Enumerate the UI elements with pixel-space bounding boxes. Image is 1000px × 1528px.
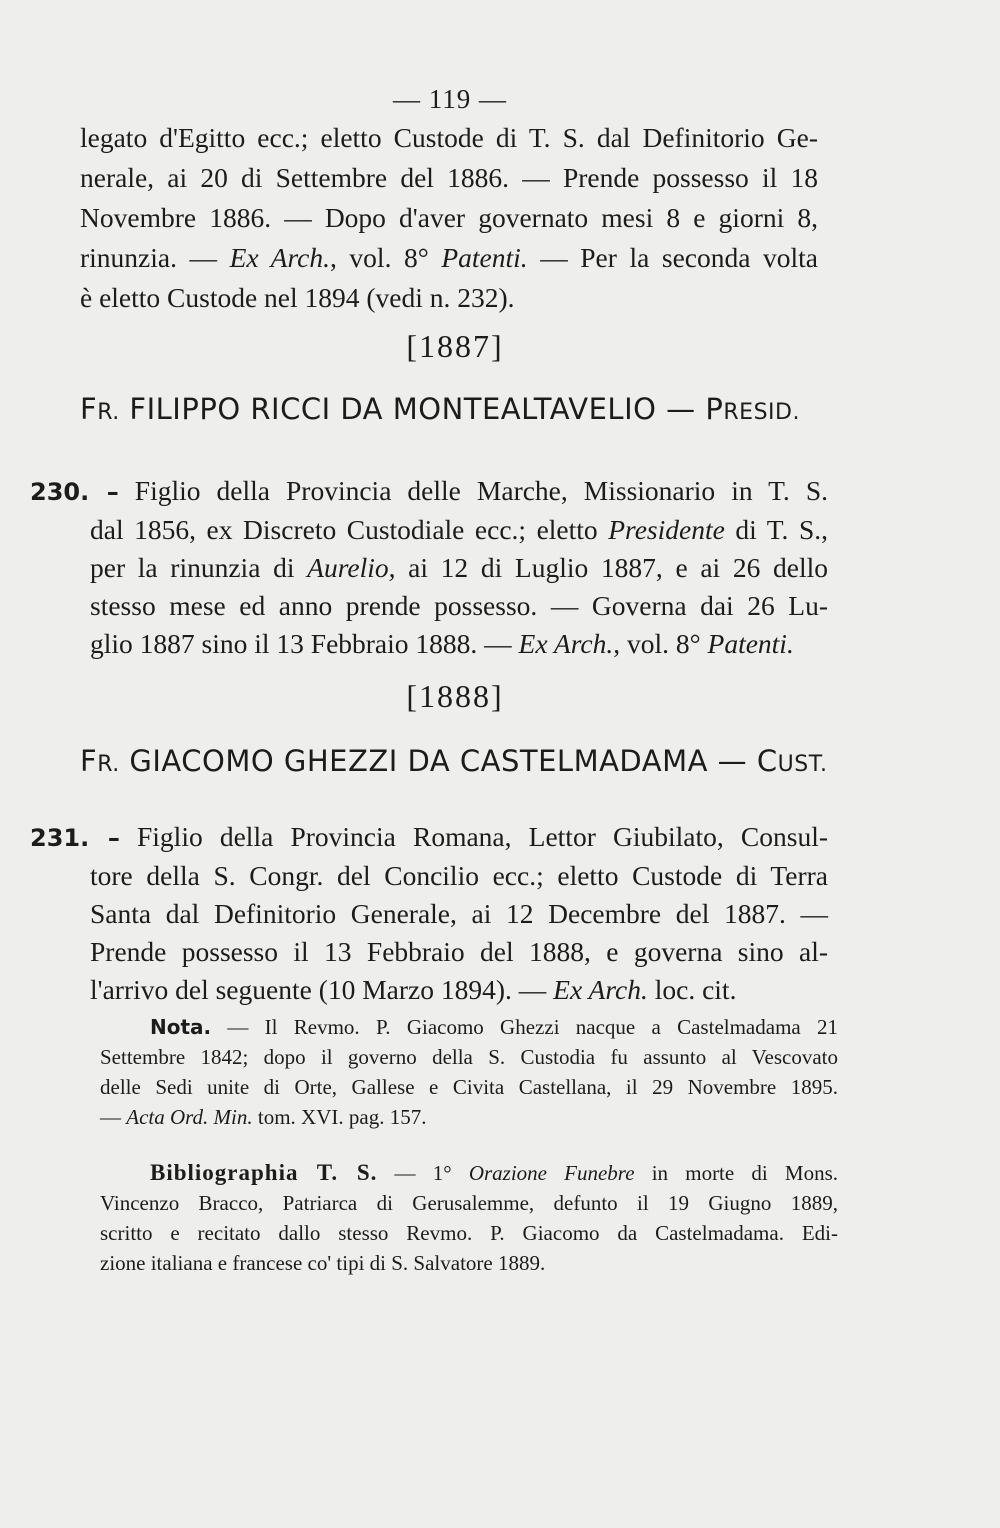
- text-line: stesso mese ed anno prende possesso. — Governa dai 26 Lu-: [90, 590, 828, 621]
- text-line: Settembre 1842; dopo il governo della S. Custodia fu assunto al Vescovato: [100, 1045, 838, 1069]
- text-line: Bibliographia T. S. — 1° Orazione Funebre in morte di Mons.: [150, 1160, 839, 1185]
- text-line: per la rinunzia di Aurelio, ai 12 di Luglio 1887, e ai 26 dello: [90, 552, 828, 583]
- text-line: Nota. — Il Revmo. P. Giacomo Ghezzi nacque a Castelmadama 21: [150, 1015, 838, 1039]
- text-line: — Acta Ord. Min. tom. XVI. pag. 157.: [100, 1105, 427, 1129]
- text-line: 231. – Figlio della Provincia Romana, Lettor Giubilato, Consul-: [30, 821, 828, 852]
- text-line: glio 1887 sino il 13 Febbraio 1888. — Ex Arch., vol. 8° Patenti.: [90, 628, 794, 659]
- text-line: delle Sedi unite di Orte, Gallese e Civita Castellana, il 29 Novembre 1895.: [100, 1075, 838, 1099]
- text-line: Novembre 1886. — Dopo d'aver governato mesi 8 e giorni 8,: [80, 202, 818, 233]
- intro-paragraph: [80, 118, 818, 318]
- text-line: 230. – Figlio della Provincia delle Marche, Missionario in T. S.: [30, 475, 828, 506]
- text-line: l'arrivo del seguente (10 Marzo 1894). — Ex Arch. loc. cit.: [90, 974, 737, 1005]
- section-heading-1888: FR. GIACOMO GHEZZI DA CASTELMADAMA — CUST.: [80, 744, 828, 778]
- text-line: tore della S. Congr. del Concilio ecc.; eletto Custode di Terra: [90, 860, 828, 891]
- text-line: Prende possesso il 13 Febbraio del 1888, e governa sino al-: [90, 936, 828, 967]
- text-line: nerale, ai 20 di Settembre del 1886. — Prende possesso il 18: [80, 162, 818, 193]
- text-line: è eletto Custode nel 1894 (vedi n. 232).: [80, 282, 515, 313]
- section-heading-1887: FR. FILIPPO RICCI DA MONTEALTAVELIO — PRESID.: [80, 392, 800, 426]
- nota-label: Nota.: [150, 1015, 212, 1039]
- year-heading-1887: [1887]: [406, 328, 504, 364]
- entry-number: 231. –: [30, 824, 120, 852]
- year-heading-1888: [1888]: [406, 678, 504, 714]
- bibliographia-paragraph: [100, 1158, 838, 1278]
- text-line: Vincenzo Bracco, Patriarca di Gerusalemme, defunto il 19 Giugno 1889,: [100, 1191, 838, 1215]
- text-line: legato d'Egitto ecc.; eletto Custode di T. S. dal Definitorio Ge-: [80, 122, 818, 153]
- text-line: rinunzia. — Ex Arch., vol. 8° Patenti. — Per la seconda volta: [80, 242, 819, 273]
- text-line: dal 1856, ex Discreto Custodiale ecc.; eletto Presidente di T. S.,: [90, 514, 828, 545]
- entry-230: [30, 472, 828, 663]
- page-number: — 119 —: [393, 84, 507, 114]
- bibliographia-label: Bibliographia T. S.: [150, 1160, 378, 1185]
- text-line: zione italiana e francese co' tipi di S. Salvatore 1889.: [100, 1251, 546, 1275]
- text-line: scritto e recitato dallo stesso Revmo. P. Giacomo da Castelmadama. Edi-: [100, 1221, 838, 1245]
- nota-paragraph: [100, 1012, 838, 1132]
- text-line: Santa dal Definitorio Generale, ai 12 Decembre del 1887. —: [90, 898, 828, 929]
- entry-231: [30, 818, 828, 1009]
- entry-number: 230. –: [30, 478, 119, 506]
